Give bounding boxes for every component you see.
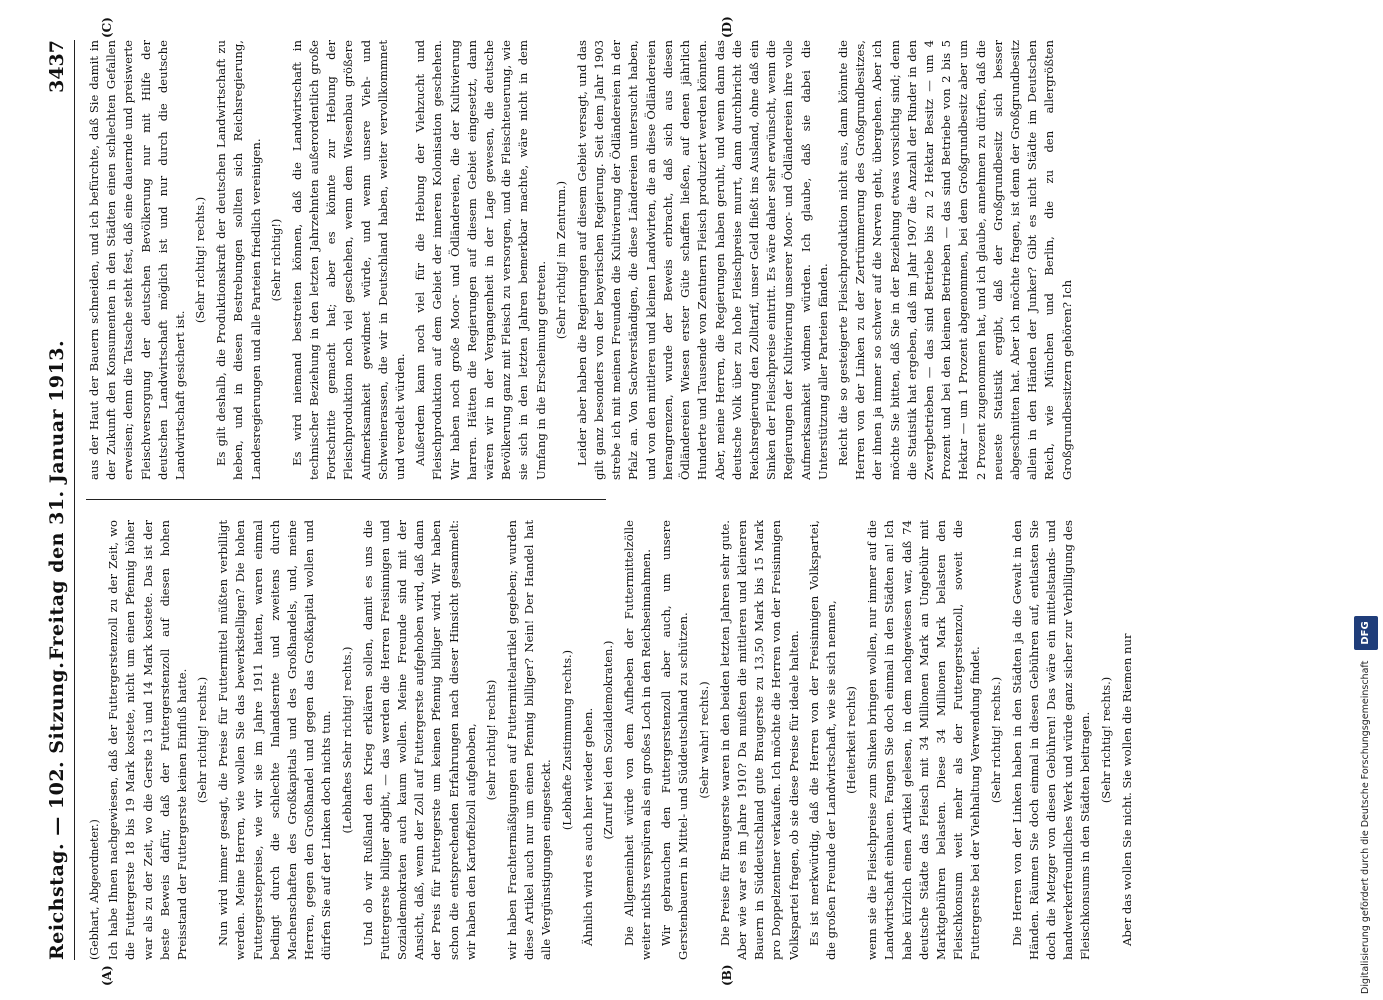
- interjection: (Sehr richtig! im Zentrum.): [553, 180, 568, 340]
- dfg-logo-icon: DFG: [1354, 616, 1378, 649]
- header-page-number: 3437: [46, 40, 68, 93]
- paragraph: Und ob wir Rußland den Krieg erklären sollen, damit es uns die Futtergerste billiger abgibt, — das werden die Herren Freisinnigen und Sozialdemokraten auch kaum wollen. Meine Freunde sind mit der Ansicht, daß, wenn der Zoll auf Futtergerste aufgehoben wird, daß dann der Preis für Futtergerste um keinen Pfennig billiger wird. Wir haben schon die entsprechenden Erfahrungen nach dieser Hinsicht gesammelt: wir haben den Kartoffelzoll aufgehoben,: [360, 520, 478, 960]
- paragraph: aus der Haut der Bauern schneiden, und ich befürchte, daß Sie damit in der Zukunft den Konsumenten in den Städten einen schlechten Gefallen erweisen; denn die Tatsache steht fest, daß eine dauernde und preiswerte Fleischversorgung der deutschen Bevölkerung nur mit Hilfe der deutschen Landwirtschaft möglich ist und nur durch die deutsche Landwirtschaft gesichert ist.: [87, 40, 188, 480]
- interjection: (Sehr richtig! rechts.): [988, 676, 1003, 804]
- interjection: (Sehr richtig! rechts.): [193, 196, 208, 324]
- paragraph: wir haben Frachtermäßigungen auf Futtermittelartikel gegeben; wurden diese Artikel auch nur um einen Pfennig billiger? Nein! Der Handel hat alle Vergünstigungen eingesteckt.: [505, 520, 554, 960]
- speaker-attribution: (Gebhart, Abgeordneter.): [88, 819, 101, 960]
- document-page: [20, 0, 1310, 1000]
- paragraph: wenn sie die Fleischpreise zum Sinken bringen wollen, nur immer auf die Landwirtschaft einhauen. Fangen Sie doch einmal in den Städten an! Ich habe kürzlich einen Artikel gelesen, in dem nachgewiesen war, daß 74 deutsche Städte das Fleisch mit 34 Millionen Mark an Ungebühr mit Marktgebühren belasten. Diese 34 Millionen Mark belasten den Fleischkonsum weit mehr als der Futtergerstenzoll, soweit die Futtergerste bei der Viehhaltung Verwendung findet.: [865, 520, 983, 960]
- paragraph: Die Preise für Braugerste waren in den beiden letzten Jahren sehr gute. Aber wie war es im Jahre 1910? Da mußten die mittleren und kleineren Bauern in Süddeutschland gute Braugerste zu 13,50 Mark bis 15 Mark pro Doppelzentner verkaufen. Ich möchte die Herren von der Freisinnigen Volkspartei fragen, ob sie diese Preise für ideale halten.: [717, 520, 801, 960]
- interjection: (Sehr wahr! rechts.): [696, 681, 711, 799]
- digitization-credit: [1354, 4, 1376, 994]
- left-column: [86, 520, 1266, 960]
- margin-mark-d: (D): [720, 16, 734, 38]
- paragraph: Wir gebrauchen den Futtergerstenzoll aber auch, um unsere Gerstenbauern in Mittel- und Süddeutschland zu schützen.: [659, 520, 691, 960]
- paragraph: Außerdem kann noch viel für die Hebung der Viehzucht und Fleischproduktion auf dem Gebiet der inneren Kolonisation geschehen. Wir haben noch große Moor- und Ödländereien, die der Kultivierung harren. Hätten die Regierungen auf diesem Gebiet eingesetzt, dann wären wir in der Vergangenheit in der Lage gewesen, die deutsche Bevölkerung ganz mit Fleisch zu versorgen, und die Fleischteuerung, wie sie sich in den letzten Jahren bemerkbar machte, wäre nicht in dem Umfang in die Erscheinung getreten.: [413, 40, 548, 480]
- margin-mark-a: (A): [100, 965, 114, 986]
- paragraph: Ähnlich wird es auch hier wieder gehen.: [580, 707, 595, 946]
- margin-mark-c: (C): [100, 17, 114, 38]
- paragraph: Reicht die so gesteigerte Fleischproduktion nicht aus, dann könnte die Herren von der Linken zu der Zertrümmerung des Großgrundbesitzes, der ihnen ja immer so schwer auf die Nerven geht, übergehen. Aber ich möchte Sie bitten, daß Sie in der Beziehung etwas vorsichtig sind; denn die Statistik hat ergeben, daß im Jahr 1907 die Anzahl der Rinder in den Zwergbetrieben — das sind Betriebe bis zu 2 Hektar Besitz — um 4 Prozent und bei den kleinen Betrieben — das sind Betriebe von 2 bis 5 Hektar — um 1 Prozent abgenommen, bei dem Großgrundbesitz aber um 2 Prozent zugenommen hat, und ich glaube, annehmen zu dürfen, daß die neueste Statistik ergibt, daß der Großgrundbesitz sich besser abgeschnitten hat. Aber ich möchte fragen, ist denn der Großgrundbesitz allein in den Händen der Junker? Gibt es nicht Städte im Deutschen Reich, wie München und Berlin, die zu den allergrößten Großgrundbesitzern gehören? Ich: [835, 40, 1074, 480]
- paragraph: Es ist merkwürdig, daß die Herren von der Freisinnigen Volkspartei, die großen Freunde der Landwirtschaft, wie sie sich nennen,: [806, 520, 838, 960]
- interjection: (Lebhafte Zustimmung rechts.): [559, 649, 574, 831]
- header-session-title: Reichstag. — 102. Sitzung.: [46, 661, 68, 960]
- interjection: (Sehr richtig! rechts.): [195, 676, 210, 804]
- right-column: [86, 40, 1266, 480]
- paragraph: Die Herren von der Linken haben in den Städten ja die Gewalt in den Händen. Räumen Sie doch einmal in diesen Gebühren auf, entlasten Sie doch die Metzger von diesen Gebühren! Das wäre ein mittelstands- und handwerkerfreundliches Werk und würde ganz sicher zur Verbilligung des Fleischkonsums in den Städten beitragen.: [1009, 520, 1093, 960]
- page-header: [40, 40, 75, 960]
- paragraph: Es wird niemand bestreiten können, daß die Landwirtschaft in technischer Beziehung in den letzten Jahrzehnten außerordentlich große Fortschritte gemacht hat; aber es könnte zur Hebung der Fleischproduktion noch viel geschehen, wenn dem Wiesenbau größere Aufmerksamkeit gewidmet würde, und wenn unsere Vieh- und Schweinerassen, die wir in Deutschland haben, weiter vervollkommnet und veredelt würden.: [289, 40, 408, 480]
- paragraph: Nun wird immer gesagt, die Preise für Futtermittel müßten verbilligt werden. Meine Herren, wie wollen Sie das bewerkstelligen? Die hohen Futtergerstepreise, wie wir sie im Jahre 1911 hatten, waren einmal bedingt durch die schlechte Inlandsernte und zweitens durch Machenschaften des Großkapitals und des Großhandels, und, meine Herren, gegen den Großhandel und gegen das Großkapital wollen und dürfen Sie auf der Linken doch nichts tun.: [216, 520, 334, 960]
- paragraph: Die Allgemeinheit würde von dem Aufheben der Futtermittelzölle weiter nichts verspüren als ein großes Loch in den Reichseinnahmen.: [621, 520, 654, 960]
- credit-text: Digitalisierung gefördert durch die Deutsche Forschungsgemeinschaft: [1360, 660, 1371, 994]
- paragraph: Ich habe Ihnen nachgewiesen, daß der Futtergerstenzoll zu der Zeit, wo die Futtergerste 18 bis 19 Mark kostete, nicht um einen Pfennig höher war als zu der Zeit, wo die Gerste 13 und 14 Mark kostete. Das ist der beste Beweis dafür, daß der Futtergerstenzoll auf diesen hohen Preisstand der Futtergerste keinen Einfluß hatte.: [106, 520, 190, 960]
- interjection: (Sehr richtig!): [268, 218, 283, 302]
- paragraph: Aber das wollen Sie nicht. Sie wollen die Riemen nur: [1119, 633, 1134, 946]
- column-divider: [86, 499, 606, 500]
- interjection: (Heiterkeit rechts): [844, 686, 859, 794]
- margin-mark-b: (B): [720, 964, 734, 986]
- header-date: Freitag den 31. Januar 1913.: [46, 339, 68, 661]
- interjection: (sehr richtig! rechts): [484, 679, 499, 801]
- paragraph: Es gilt deshalb, die Produktionskraft der deutschen Landwirtschaft zu heben, und in diesen Bestrebungen sollten sich Reichsregierung, Landesregierungen und alle Parteien friedlich vereinigen.: [214, 40, 263, 480]
- paragraph: Leider aber haben die Regierungen auf diesem Gebiet versagt, und das gilt ganz besonders von der bayerischen Regierung. Seit dem Jahr 1903 strebe ich mit meinen Freunden die Kultivierung der Ödländereien in der Pfalz an. Von Sachverständigen, die diese Ländereien untersucht haben, und von den mittleren und kleinen Landwirten, die an diese Ödländereien herangrenzen, wurde der Beweis erbracht, daß sich aus diesen Ödländereien Wiesen erster Güte schaffen ließen, auf denen jährlich Hunderte und Tausende von Zentnern Fleisch produziert werden könnten. Aber, meine Herren, die Regierungen haben geruht, und wenn dann das deutsche Volk über zu hohe Fleischpreise murrt, dann durchbricht die Reichsregierung den Zolltarif, unser Geld fließt ins Ausland, ohne daß ein Sinken der Fleischpreise eintritt. Es wäre daher sehr erwünscht, wenn die Regierungen der Kultivierung unserer Moor- und Ödländereien ihre volle Aufmerksamkeit widmen würden. Ich glaube, daß sie dabei die Unterstützung aller Parteien fänden.: [574, 40, 830, 480]
- interjection: (Lebhaftes Sehr richtig! rechts.): [339, 646, 354, 834]
- interjection: (Zuruf bei den Sozialdemokraten.): [600, 640, 615, 840]
- interjection: (Sehr richtig! rechts.): [1098, 676, 1113, 804]
